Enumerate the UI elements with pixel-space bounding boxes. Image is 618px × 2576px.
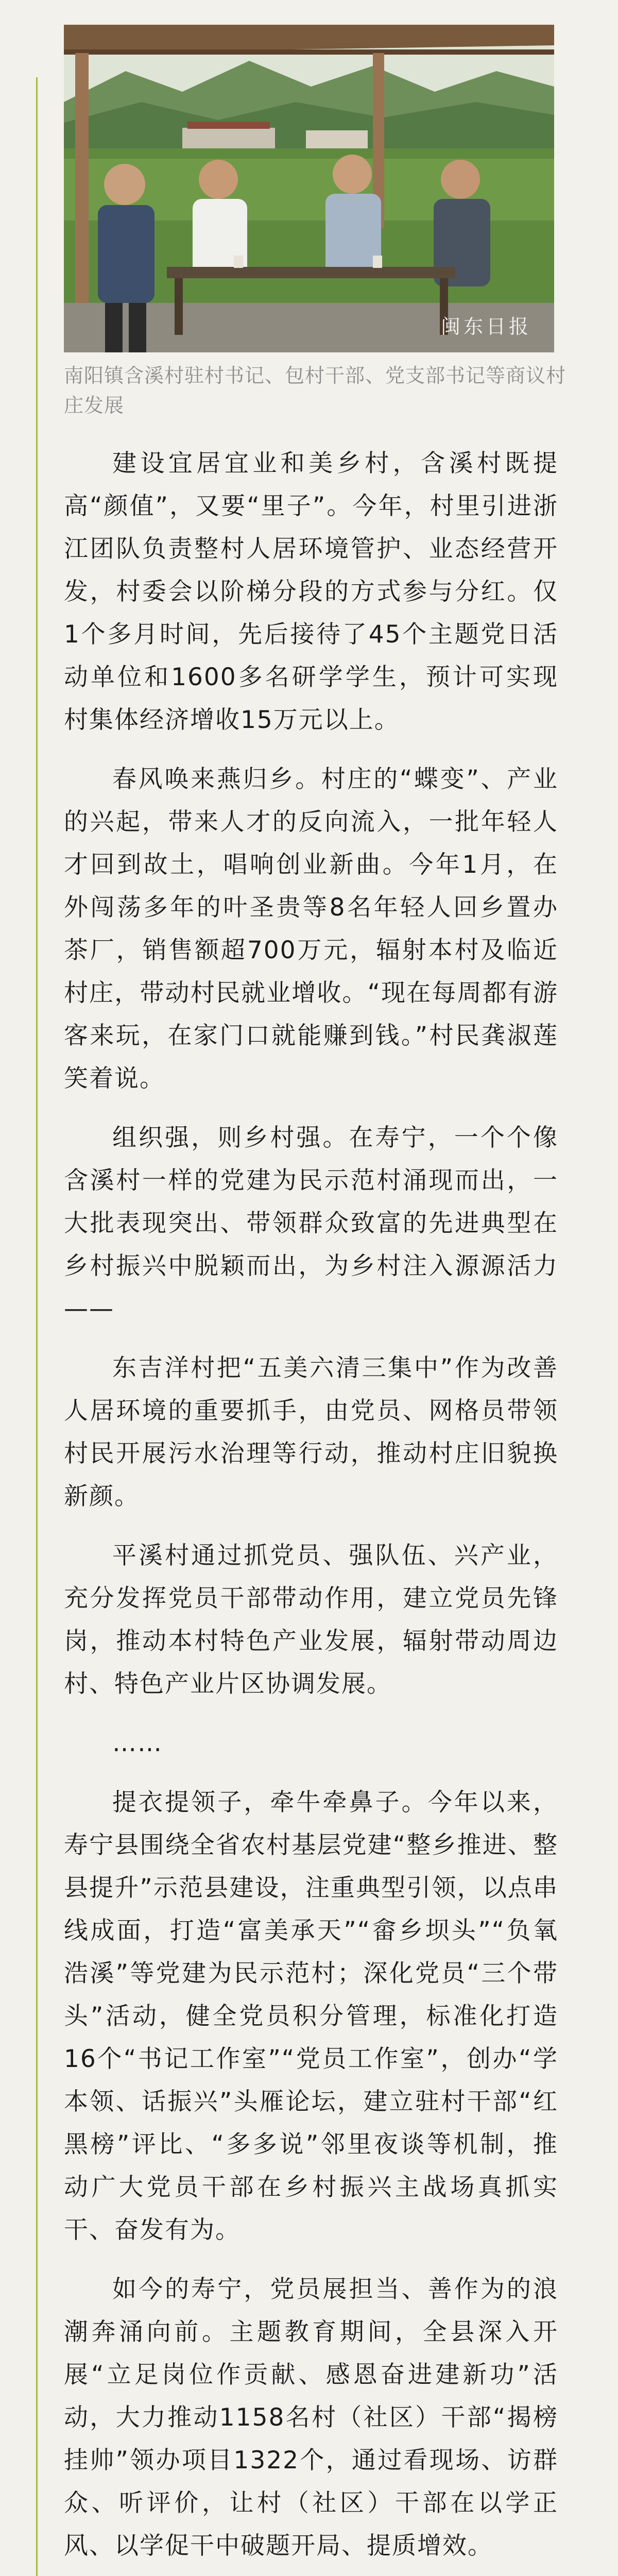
article-body	[64, 442, 558, 2576]
news-photo	[64, 25, 554, 352]
paragraph: 如今的寿宁，党员展担当、善作为的浪潮奔涌向前。主题教育期间，全县深入开展“立足岗位作贡献、感恩奋进建新功”活动，大力推动1158名村（社区）干部“揭榜挂帅”领办项目1322个，通过看现场、访群众、听评价，让村（社区）干部在以学正风、以学促干中破题开局、提质增效。	[64, 2275, 558, 2560]
photo-caption: 南阳镇含溪村驻村书记、包村干部、党支部书记等商议村庄发展	[64, 364, 566, 417]
paragraph: 建设宜居宜业和美乡村，含溪村既提高“颜值”，又要“里子”。今年，村里引进浙江团队负责整村人居环境管护、业态经营开发，村委会以阶梯分段的方式参与分红。仅1个多月时间，先后接待了45个主题党日活动单位和1600多名研学学生，预计可实现村集体经济增收15万元以上。	[64, 449, 558, 734]
paragraph: 提衣提领子，牵牛牵鼻子。今年以来，寿宁县围绕全省农村基层党建“整乡推进、整县提升”示范县建设，注重典型引领，以点串线成面，打造“富美承天”“畲乡坝头”“负氧浩溪”等党建为民示范村；深化党员“三个带头”活动，健全党员积分管理，标准化打造16个“书记工作室”“党员工作室”，创办“学本领、话振兴”头雁论坛，建立驻村干部“红黑榜”评比、“多多说”邻里夜谈等机制，推动广大党员干部在乡村振兴主战场真抓实干、奋发有为。	[64, 1788, 558, 2244]
paragraph: 春风唤来燕归乡。村庄的“蝶变”、产业的兴起，带来人才的反向流入，一批年轻人才回到故土，唱响创业新曲。今年1月，在外闯荡多年的叶圣贵等8名年轻人回乡置办茶厂，销售额超700万元，辐射本村及临近村庄，带动村民就业增收。“现在每周都有游客来玩，在家门口就能赚到钱。”村民龚淑莲笑着说。	[64, 765, 558, 1093]
ellipsis-paragraph: ……	[112, 1729, 163, 1757]
paragraph: 东吉洋村把“五美六清三集中”作为改善人居环境的重要抓手，由党员、网格员带领村民开展污水治理等行动，推动村庄旧貌换新颜。	[64, 1354, 558, 1511]
meeting-photo-illustration	[64, 25, 554, 352]
paragraph: 平溪村通过抓党员、强队伍、兴产业，充分发挥党员干部带动作用，建立党员先锋岗，推动本村特色产业发展，辐射带动周边村、特色产业片区协调发展。	[64, 1541, 558, 1698]
newspaper-watermark: 闽东日报	[440, 315, 531, 338]
left-accent-rule	[36, 77, 38, 2576]
paragraph: 组织强，则乡村强。在寿宁，一个个像含溪村一样的党建为民示范村涌现而出，一大批表现突出、带领群众致富的先进典型在乡村振兴中脱颖而出，为乡村注入源源活力——	[64, 1124, 558, 1323]
